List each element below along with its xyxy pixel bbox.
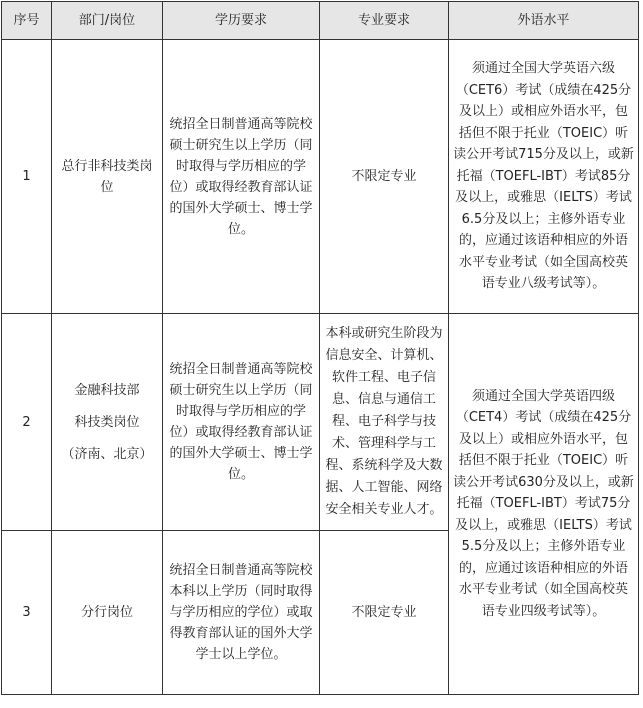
header-language: 外语水平 bbox=[449, 2, 639, 40]
header-no: 序号 bbox=[2, 2, 52, 40]
dept-cell bbox=[52, 314, 163, 531]
major-cell: 不限定专业 bbox=[320, 40, 449, 314]
education-cell: 统招全日制普通高等院校硕士研究生以上学历（同时取得与学历相应的学位）或取得经教育部认证的国外大学硕士、博士学位。 bbox=[163, 40, 320, 314]
major-cell: 不限定专业 bbox=[320, 531, 449, 695]
table-row bbox=[2, 40, 639, 314]
table-header-row bbox=[2, 2, 639, 40]
header-education: 学历要求 bbox=[163, 2, 320, 40]
row-number: 3 bbox=[2, 531, 52, 695]
language-cell: 须通过全国大学英语四级（CET4）考试（成绩在425分及以上）或相应外语水平，包括但不限于托业（TOEIC）听读公开考试630分及以上，或新托福（TOEFL-IBT）考试75分及以上，或雅思（IELTS）考试5.5分及以上；主修外语专业的，应通过该语种相应的外语水平专业考试（如全国高校英语专业四级考试等）。 bbox=[449, 314, 639, 695]
language-cell: 须通过全国大学英语六级（CET6）考试（成绩在425分及以上）或相应外语水平，包括但不限于托业（TOEIC）听读公开考试715分及以上，或新托福（TOEFL-IBT）考试85分及以上，或雅思（IELTS）考试6.5分及以上；主修外语专业的，应通过该语种相应的外语水平专业考试（如全国高校英语专业八级考试等）。 bbox=[449, 40, 639, 314]
header-dept: 部门/岗位 bbox=[52, 2, 163, 40]
row-number: 1 bbox=[2, 40, 52, 314]
table-row bbox=[2, 314, 639, 531]
dept-line: 科技类岗位 bbox=[74, 414, 140, 430]
education-cell: 统招全日制普通高等院校硕士研究生以上学历（同时取得与学历相应的学位）或取得经教育部认证的国外大学硕士、博士学位。 bbox=[163, 314, 320, 531]
row-number: 2 bbox=[2, 314, 52, 531]
dept-location: （济南、北京） bbox=[61, 446, 153, 462]
header-major: 专业要求 bbox=[320, 2, 449, 40]
dept-cell: 分行岗位 bbox=[52, 531, 163, 695]
education-cell: 统招全日制普通高等院校本科以上学历（同时取得与学历相应的学位）或取得教育部认证的国外大学学士以上学位。 bbox=[163, 531, 320, 695]
dept-cell: 总行非科技类岗位 bbox=[52, 40, 163, 314]
major-cell: 本科或研究生阶段为信息安全、计算机、软件工程、电子信息、信息与通信工程、电子科学与技术、管理科学与工程、系统科学及大数据、人工智能、网络安全相关专业人才。 bbox=[320, 314, 449, 531]
requirements-table bbox=[1, 1, 639, 695]
dept-line: 金融科技部 bbox=[74, 382, 140, 398]
